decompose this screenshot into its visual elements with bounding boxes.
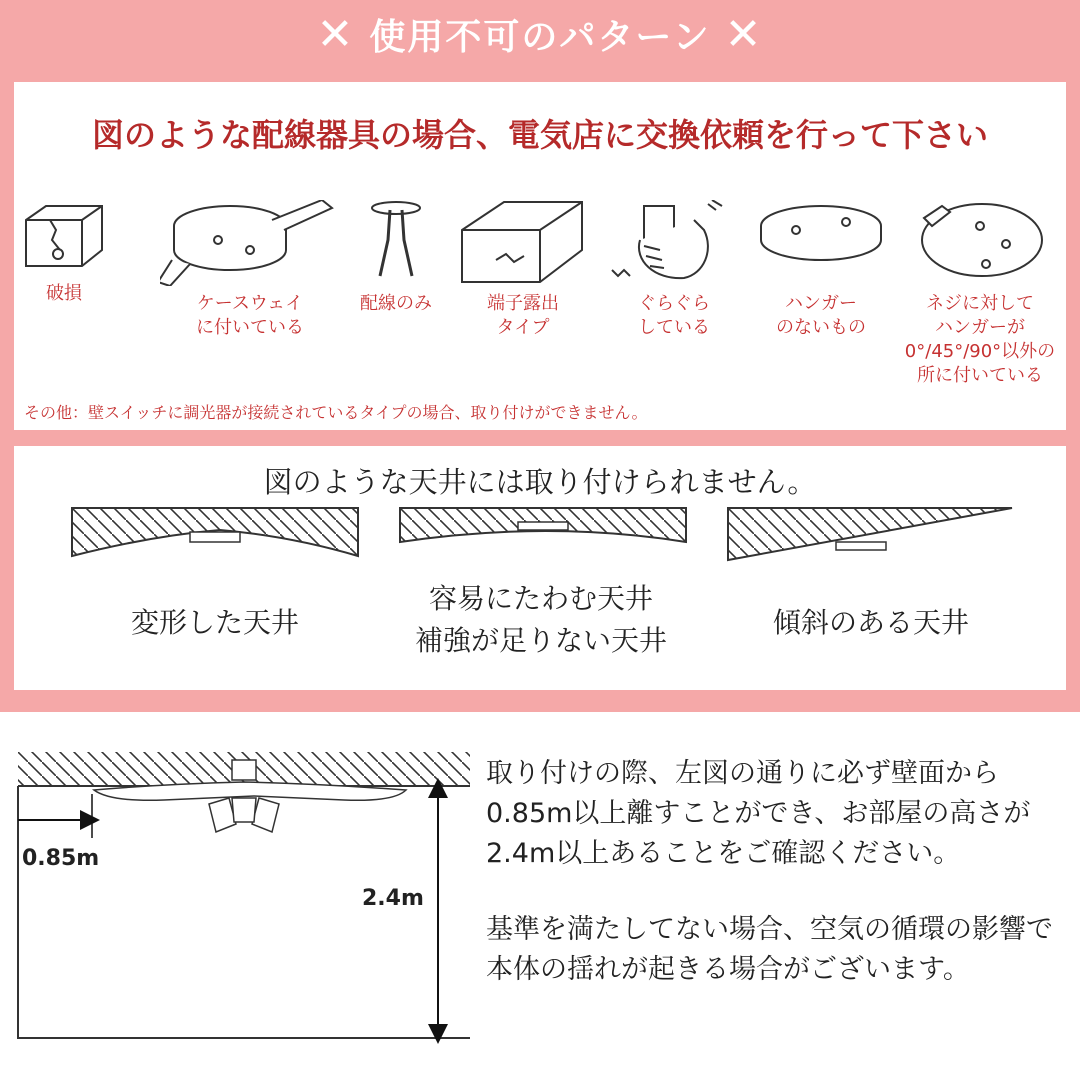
wiring-item-label: 破損 [46,283,82,304]
wiring-title: 図のような配線器具の場合、電気店に交換依頼を行って下さい [91,116,988,154]
ceiling-label-deformed: 変形した天井 [130,606,299,639]
ceiling-label-sloped: 傾斜のある天井 [772,606,969,639]
wiring-item-exposed [448,200,598,340]
ceiling-label-sagging: 容易にたわむ天井 補強が足りない天井 [414,582,667,657]
wiring-item-no-hanger [756,200,886,340]
round-plate-icon [756,200,886,286]
installation-description [486,754,1076,1026]
sloped-ceiling-diagram [726,506,1016,562]
header-title: 使用不可のパターン [369,16,711,58]
installation-paragraph-1: 取り付けの際、左図の通りに必ず壁面から0.85m以上離すことができ、お部屋の高さが2.4m以上あることをご確認ください。 [486,758,1031,869]
wiring-panel [14,82,1066,430]
wiring-item-label: 端子露出 タイプ [487,293,559,338]
wiring-item-label: ハンガー のないもの [776,293,866,338]
cross-icon: ✕ [724,8,764,60]
broken-box-icon [20,200,108,276]
wiring-note: その他：壁スイッチに調光器が接続されているタイプの場合、取り付けができません。 [24,403,648,422]
wires-icon [366,200,426,286]
wiring-item-hanger-angle [900,200,1060,388]
round-plate-hanger-icon [910,200,1050,286]
installation-paragraph-2: 基準を満たしてない場合、空気の循環の影響で本体の揺れが起きる場合がございます。 [486,914,1053,985]
wobbly-hand-icon [604,200,744,286]
caseway-box-icon [160,200,340,286]
exposed-terminal-box-icon [458,200,588,286]
wiring-item-label: ぐらぐら している [638,293,710,338]
ceiling-title: 図のような天井には取り付けられません。 [263,465,817,499]
wiring-item-label: ネジに対して ハンガーが 0°/45°/90°以外の 所に付いている [904,293,1056,386]
room-height-label: 2.4m [362,886,424,911]
wiring-item-wires-only [344,200,448,316]
wiring-item-label: ケースウェイ に付いている [196,293,304,338]
deformed-ceiling-diagram [70,506,360,562]
wiring-item-caseway [160,200,340,340]
cross-icon: ✕ [316,8,356,60]
ceiling-panel [14,446,1066,690]
wall-distance-label: 0.85m [22,846,100,871]
wiring-item-broken [20,200,108,306]
header [0,0,1080,68]
wiring-item-label: 配線のみ [360,293,432,314]
wiring-item-wobbly [604,200,744,340]
sagging-ceiling-diagram [398,506,688,550]
